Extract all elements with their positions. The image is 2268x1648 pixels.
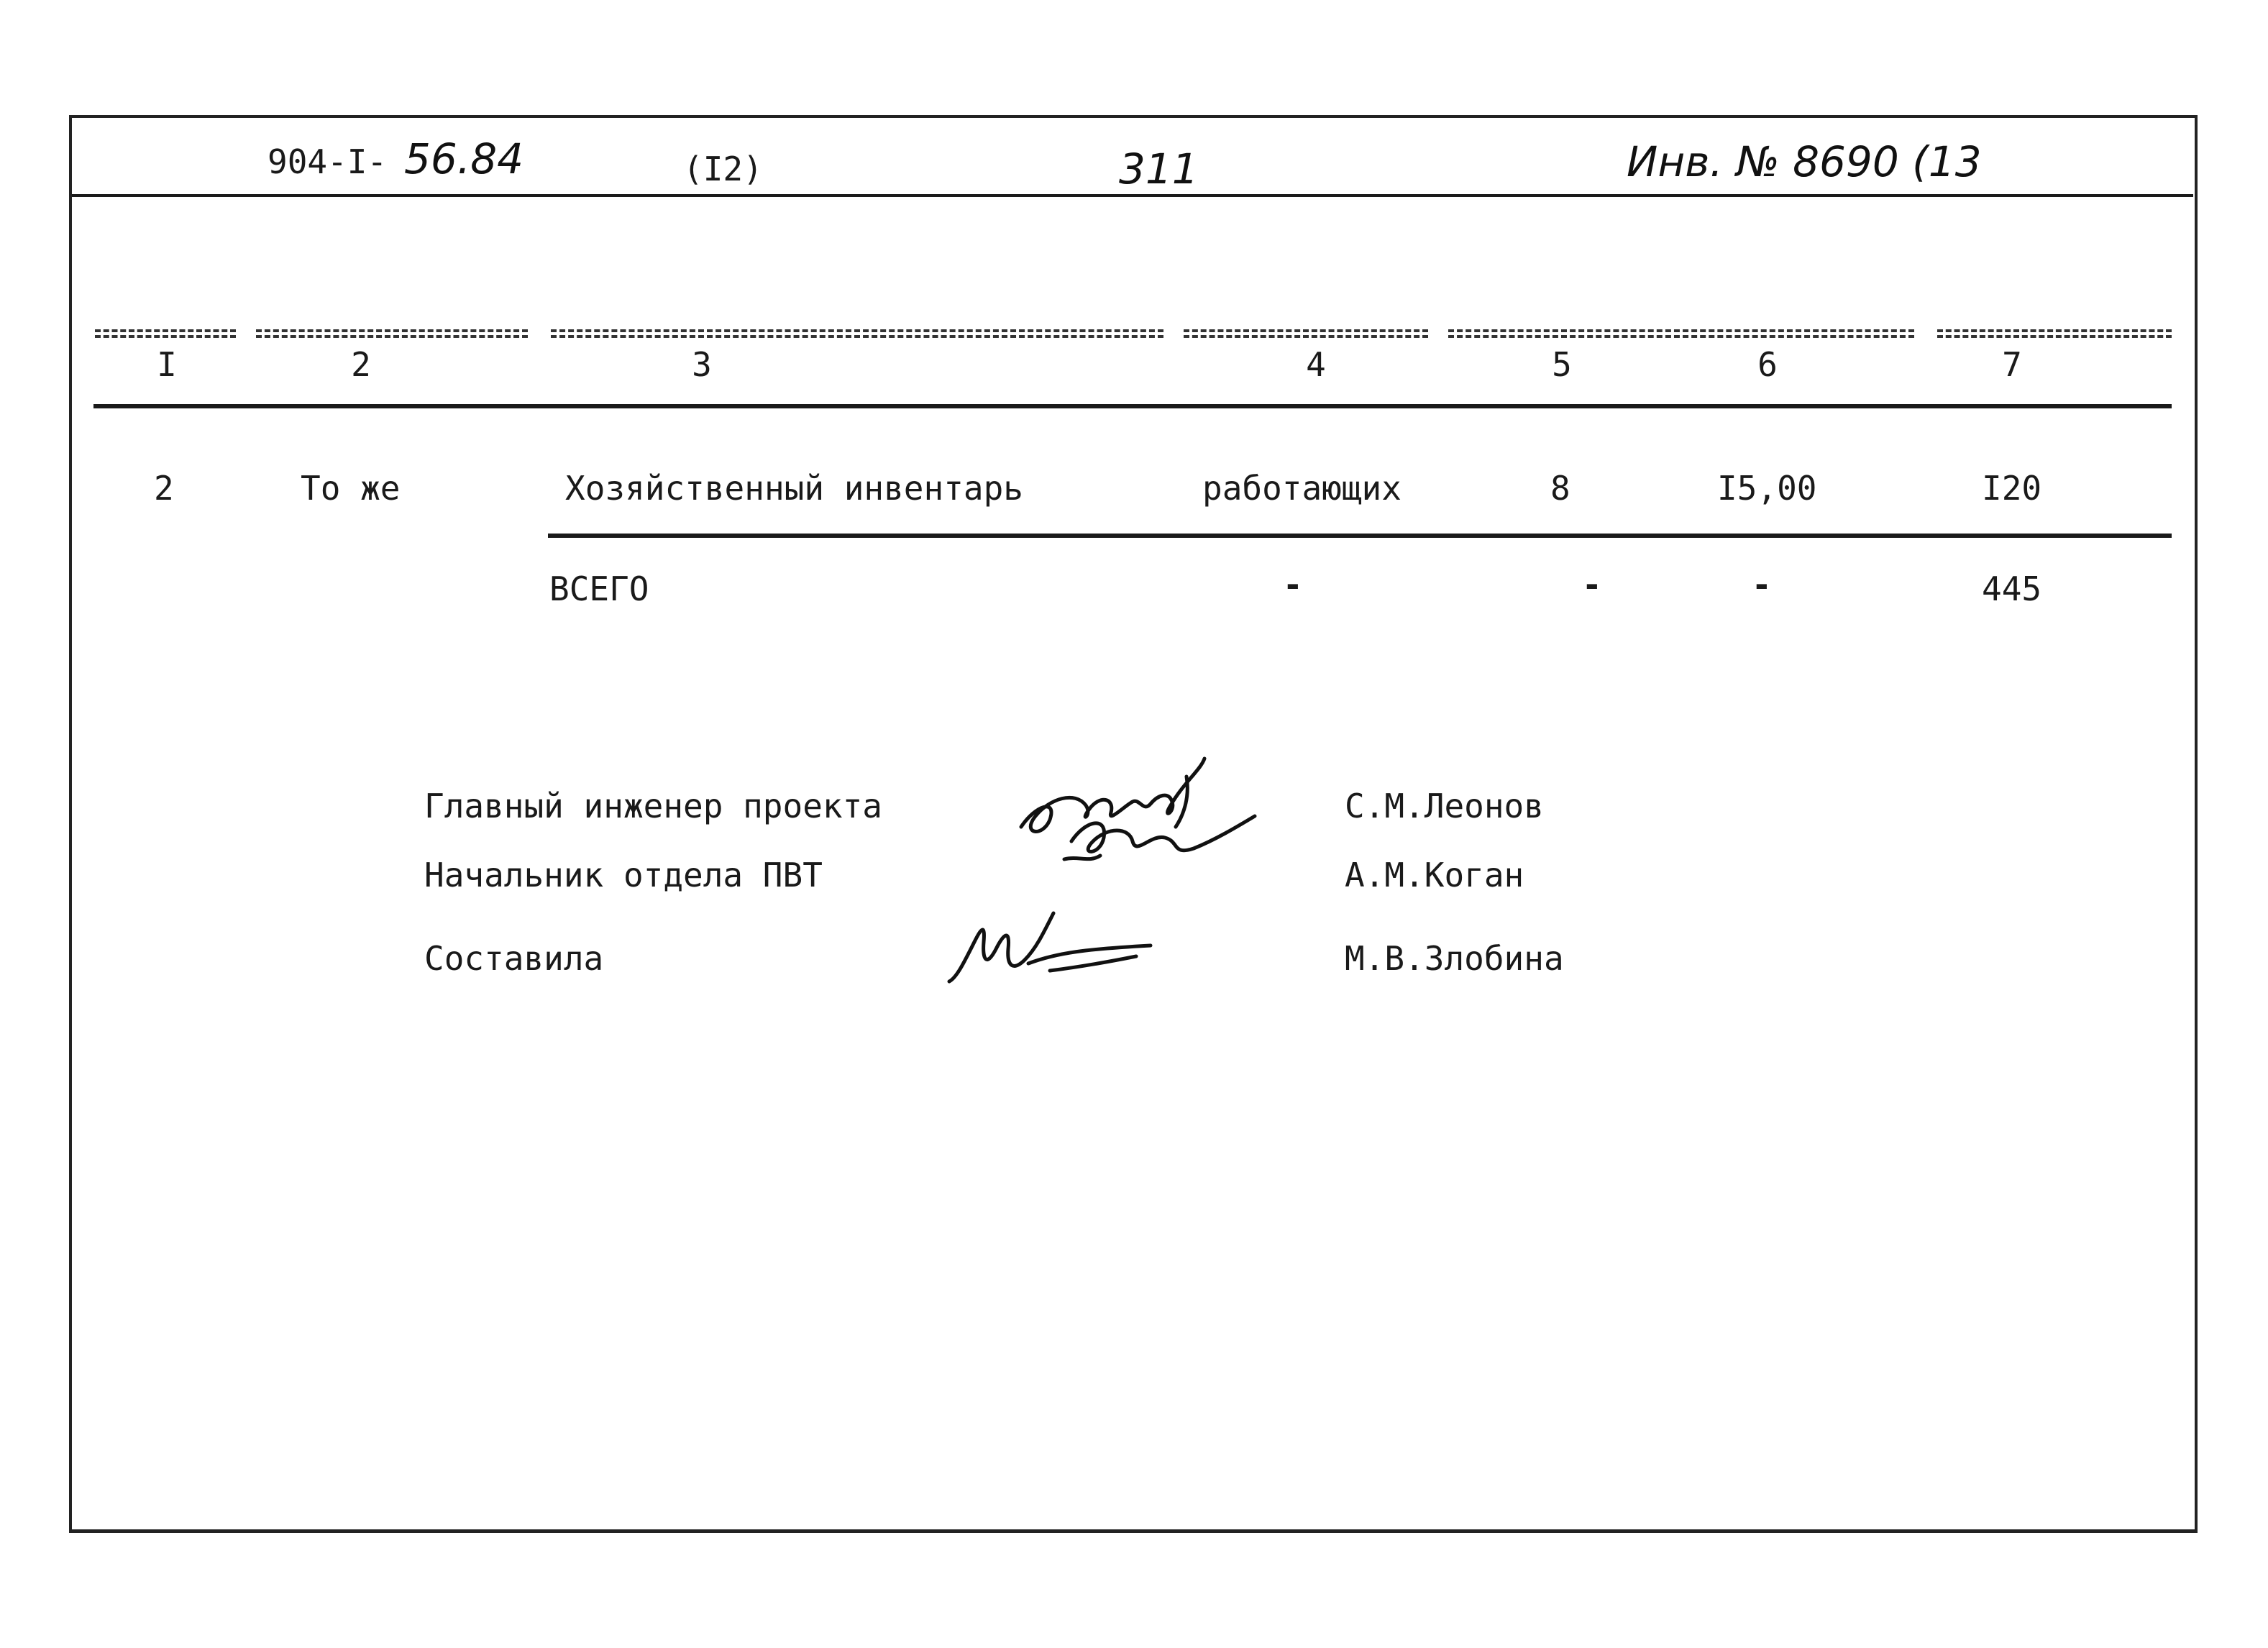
col-rule-7 [1937,329,2172,338]
inventory-number: Инв. № 8690 (13 [1627,137,1982,186]
col-rule-3 [551,329,1163,338]
total-dash-5: - [1582,565,1602,604]
row-reference: То же [301,469,401,508]
column-number-3: 3 [692,345,712,384]
row-unit: работающих [1202,469,1402,508]
signature-leonov-kogan-image [1007,748,1280,892]
col-rule-2 [256,329,528,338]
col-rule-4 [1184,329,1428,338]
signature-role-department-head: Начальник отдела ПВТ [424,856,823,894]
signature-name-zlobina: М.В.Злобина [1345,939,1564,978]
table-header-rule [93,404,2172,408]
col-rule-5-6 [1448,329,1914,338]
doc-code-printed: 904-I- [268,142,388,181]
signature-role-compiler: Составила [424,939,604,978]
column-number-4: 4 [1306,345,1326,384]
signature-name-leonov: С.М.Леонов [1345,787,1544,825]
row-rule [548,534,2172,538]
row-number: 2 [154,469,174,508]
signature-name-kogan: А.М.Коган [1345,856,1524,894]
row-description: Хозяйственный инвентарь [565,469,1023,508]
total-dash-4: - [1283,565,1303,604]
signature-zlobina-image [942,899,1172,992]
row-amount: I20 [1982,469,2042,508]
signature-role-chief-engineer: Главный инженер проекта [424,787,882,825]
column-number-2: 2 [351,345,371,384]
total-label: ВСЕГО [549,569,649,608]
total-amount: 445 [1982,569,2042,608]
header-rule [72,194,2193,197]
page-number: 311 [1119,145,1199,193]
column-number-6: 6 [1757,345,1778,384]
column-number-1: I [157,345,177,384]
total-dash-6: - [1752,565,1772,604]
column-number-5: 5 [1552,345,1572,384]
sheet-ref: (I2) [683,150,763,188]
column-number-7: 7 [2002,345,2022,384]
row-rate: I5,00 [1717,469,1817,508]
doc-code-handwritten: 56.84 [404,134,524,183]
col-rule-1 [95,329,236,338]
row-quantity: 8 [1550,469,1570,508]
